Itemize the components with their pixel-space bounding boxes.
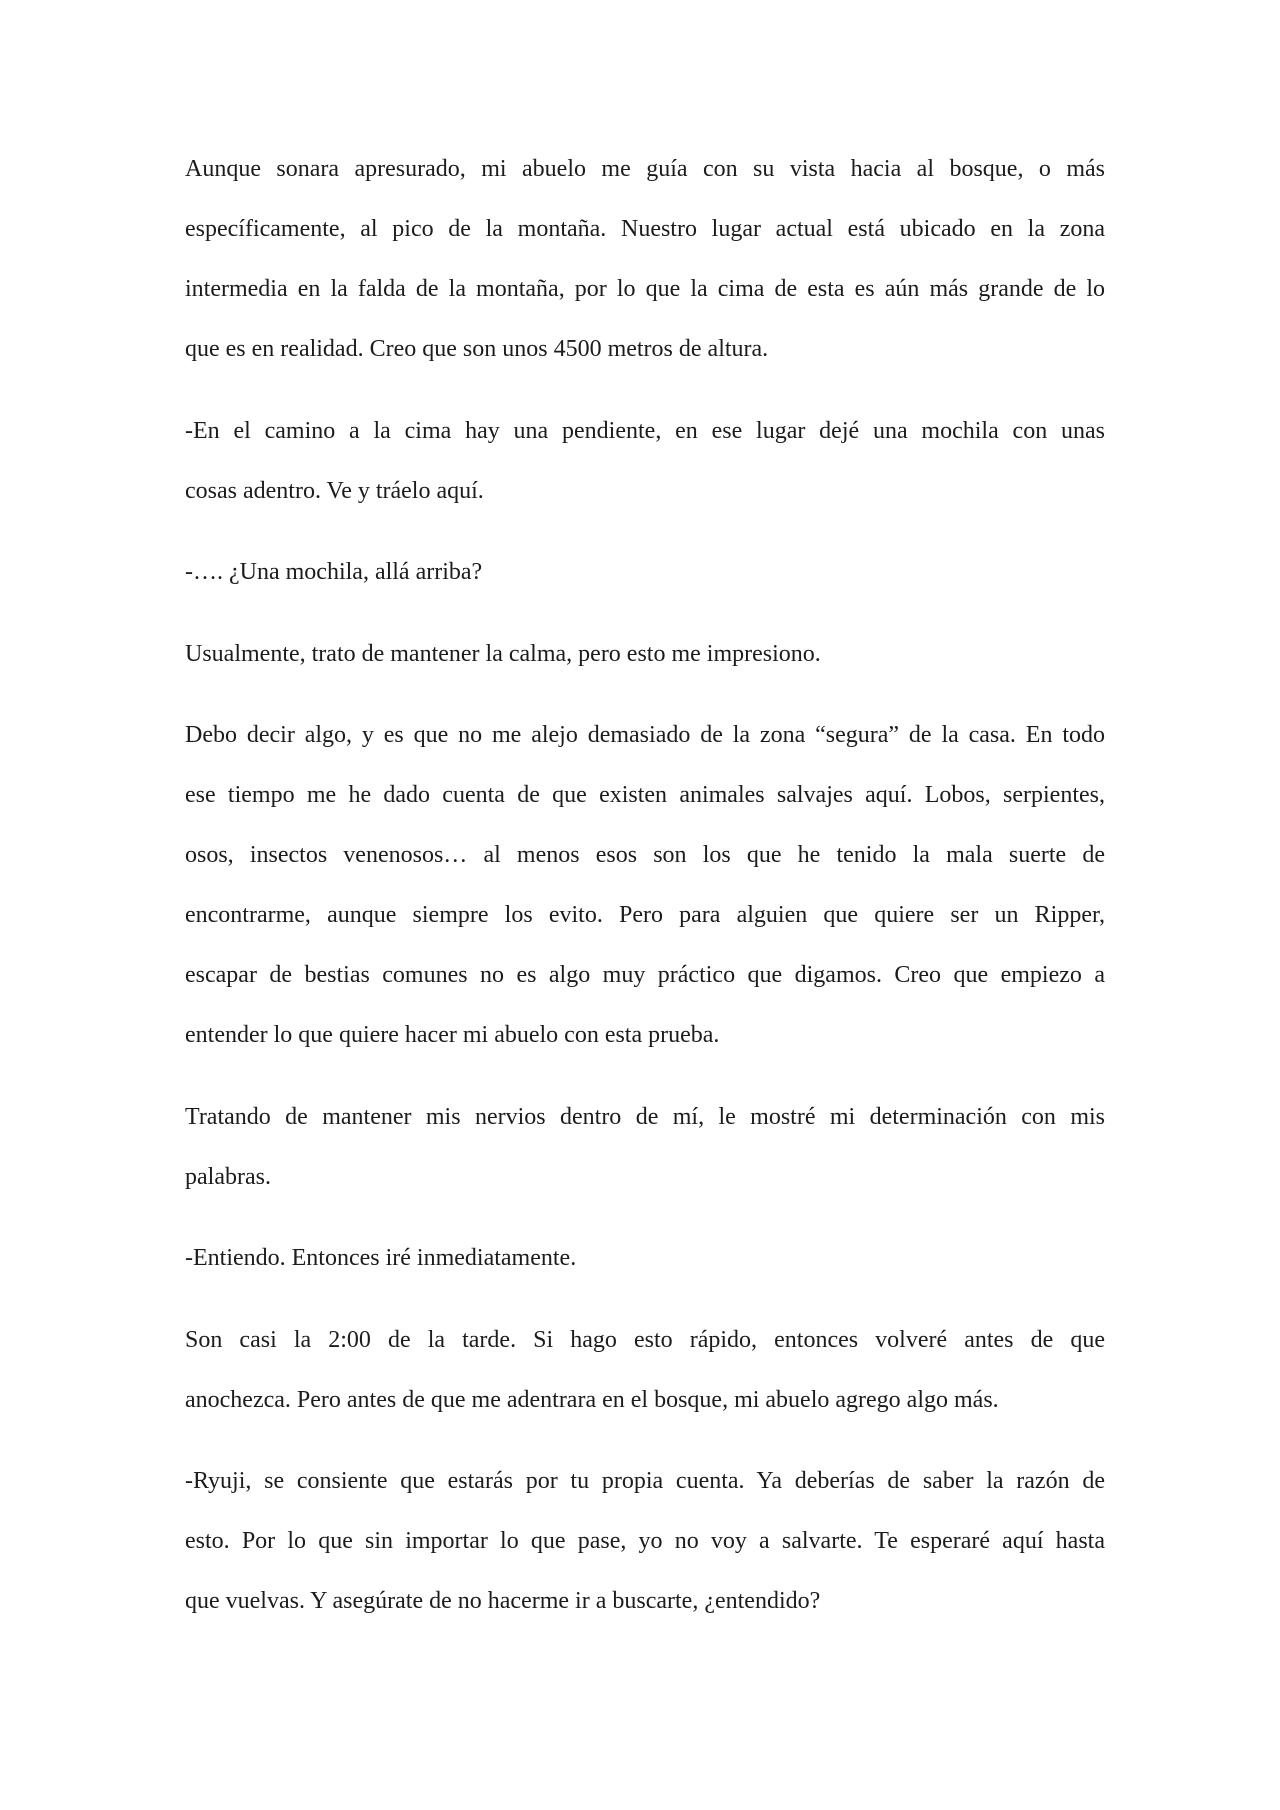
text-line: Usualmente, trato de mantener la calma, pero esto me impresiono. xyxy=(185,640,821,667)
text-line: Debo decir algo, y es que no me alejo demasiado de la zona “segura” de la casa. En todo xyxy=(185,722,1105,748)
paragraph xyxy=(185,624,1105,684)
text-line: Son casi la 2:00 de la tarde. Si hago esto rápido, entonces volveré antes de que xyxy=(185,1326,1105,1353)
text-line: que es en realidad. Creo que son unos 4500 metros de altura. xyxy=(185,336,769,362)
text-line: osos, insectos venenosos… al menos esos son los que he tenido la mala suerte de xyxy=(185,842,1105,868)
text-line: -…. ¿Una mochila, allá arriba? xyxy=(185,559,483,585)
text-line: escapar de bestias comunes no es algo muy práctico que digamos. Creo que empiezo a xyxy=(185,962,1105,988)
paragraph xyxy=(185,705,1105,1065)
body-text xyxy=(185,139,1105,1653)
text-line: -Ryuji, se consiente que estarás por tu propia cuenta. Ya deberías de saber la razón de xyxy=(185,1468,1105,1494)
text-line: cosas adentro. Ve y tráelo aquí. xyxy=(185,477,484,504)
text-line: específicamente, al pico de la montaña. Nuestro lugar actual está ubicado en la zona xyxy=(185,216,1105,242)
paragraph xyxy=(185,542,1105,602)
paragraph xyxy=(185,1451,1105,1631)
text-line: esto. Por lo que sin importar lo que pase, yo no voy a salvarte. Te esperaré aquí hasta xyxy=(185,1528,1105,1554)
text-line: -Entiendo. Entonces iré inmediatamente. xyxy=(185,1245,577,1271)
text-line: intermedia en la falda de la montaña, por lo que la cima de esta es aún más grande de lo xyxy=(185,276,1105,302)
paragraph xyxy=(185,139,1105,379)
text-line: Tratando de mantener mis nervios dentro de mí, le mostré mi determinación con mis xyxy=(185,1103,1105,1130)
paragraph xyxy=(185,1310,1105,1430)
text-line: -En el camino a la cima hay una pendiente, en ese lugar dejé una mochila con unas xyxy=(185,417,1105,444)
text-line: anochezca. Pero antes de que me adentrara en el bosque, mi abuelo agrego algo más. xyxy=(185,1386,999,1413)
text-line: encontrarme, aunque siempre los evito. Pero para alguien que quiere ser un Ripper, xyxy=(185,902,1105,928)
text-line: entender lo que quiere hacer mi abuelo con esta prueba. xyxy=(185,1022,720,1048)
text-line: Aunque sonara apresurado, mi abuelo me guía con su vista hacia al bosque, o más xyxy=(185,156,1105,182)
text-line: palabras. xyxy=(185,1163,271,1190)
text-line: que vuelvas. Y asegúrate de no hacerme ir a buscarte, ¿entendido? xyxy=(185,1588,821,1614)
paragraph xyxy=(185,1228,1105,1288)
text-line: ese tiempo me he dado cuenta de que existen animales salvajes aquí. Lobos, serpientes, xyxy=(185,782,1105,808)
paragraph xyxy=(185,1087,1105,1207)
paragraph xyxy=(185,401,1105,521)
